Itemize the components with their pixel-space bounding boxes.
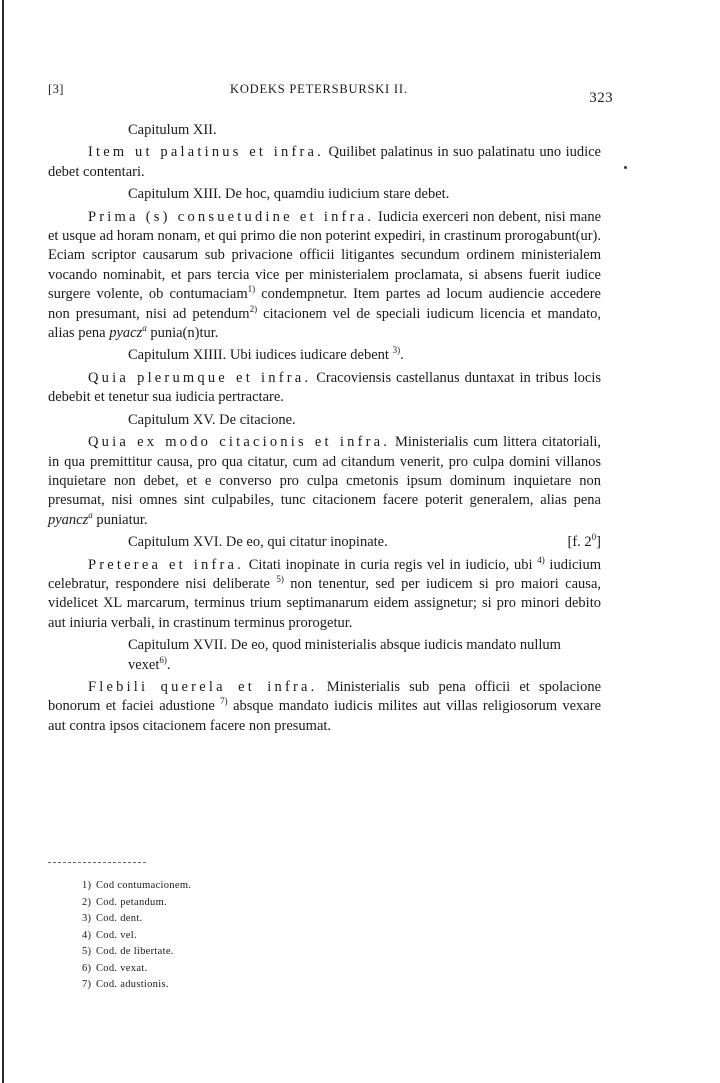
footnote-ref: 2) (249, 303, 258, 314)
incipit: Prima (s) consuetudine et infra. (88, 208, 375, 225)
footnote-ref: 4) (537, 554, 545, 565)
footnote-text: Cod. vel. (96, 929, 137, 941)
footnote (82, 878, 191, 895)
incipit: Quia ex modo citacionis et infra. (88, 434, 391, 451)
chapter-paragraph (48, 556, 601, 634)
footnote-text: Cod. vexat. (96, 962, 148, 974)
vernacular-term: pyacz (109, 325, 143, 342)
paragraph-text: punia(n)tur. (146, 325, 219, 342)
vernacular-sup: a (142, 323, 147, 334)
footnote (82, 928, 191, 945)
footnotes (82, 878, 191, 994)
heading-text: Capitulum XIIII. Ubi iudices iudicare debent (128, 347, 389, 364)
page-header (48, 82, 613, 108)
vernacular-sup: a (88, 509, 93, 520)
footnote-text: Cod contumacionem. (96, 880, 192, 891)
footnote (82, 944, 191, 961)
footnote-number: 4) (82, 929, 92, 941)
footnote-number: 3) (82, 913, 92, 924)
chapter-heading: Capitulum XII. (128, 122, 217, 138)
folio-text: [f. 2 (567, 534, 592, 551)
footnote-number: 1) (82, 880, 92, 891)
footnote-text: Cod. de libertate. (96, 946, 174, 957)
footnote-text: Cod. adustionis. (96, 979, 169, 990)
paragraph-text: Quilibet palatinus in suo palatinatu uno iudice debet contentari. (48, 144, 601, 180)
paragraph-text: absque mandato iudicis milites aut villas religiosorum vexare aut contra ipsos citacionem facere non presumat. (48, 698, 602, 734)
page-number: 323 (589, 90, 613, 106)
footnote-ref: 1) (247, 284, 256, 295)
folio-end: ] (596, 534, 601, 551)
chapter-heading (48, 346, 601, 365)
incipit: Preterea et infra. (88, 556, 244, 573)
heading-end: . (166, 656, 171, 673)
heading-end: . (400, 347, 404, 364)
paragraph-text: non tenentur, sed per iudicem si pro maiori causa, videlicet XL marcarum, terminus trium septimanarum eidem assignetur; si pro minori debito aut iniuria verbali, in crastinum terminus prorogetur. (48, 575, 602, 631)
margin-mark (624, 166, 627, 169)
chapter-paragraph (48, 433, 601, 530)
incipit: Flebili querela et infra. (88, 678, 318, 695)
footnote-ref: 6) (159, 654, 167, 665)
chapter-heading (48, 636, 601, 675)
footnote-number: 7) (82, 979, 92, 990)
footnote-number: 6) (82, 962, 92, 974)
footnote (82, 895, 191, 912)
heading-text: Capitulum XVI. De eo, qui citatur inopinate. (128, 534, 388, 551)
section-signature: [3] (48, 82, 64, 96)
footnote-ref: 7) (220, 696, 228, 707)
paragraph-text: Ministerialis cum littera citatoriali, in qua premittitur causa, pro qua citatur, cum ad citandum venerit, pro culpa domini villanos inquietare non debet, et e converso pro culpa cmetonis ipsum dominum inquietare non presumat, nisi omnes sint culpabiles, tunc citacionem facere poterit generalem, alias pena (48, 434, 602, 509)
paragraph-text: citacionem vel de speciali iudicum licencia et mandato, alias pena (48, 305, 601, 342)
chapter-paragraph (48, 143, 601, 182)
incipit: Quia plerumque et infra. (88, 369, 312, 386)
folio-sup: 0 (591, 532, 597, 543)
paragraph-text: Iudicia exerceri non debent, nisi mane et usque ad horam nonam, et qui primo die non poterint expediri, in crastinum prorogabunt(ur). Eciam scriptor causarum sub privacione officii litigantes secundum ordinem ministerialem vocando nominabit, et pars tercia vice per ministerialem proclamata, si absens fuerit iudice surgere volente, ob contumaciam (48, 208, 601, 303)
paragraph-text: puniatur. (92, 511, 148, 528)
running-title: KODEKS PETERSBURSKI II. (230, 82, 408, 96)
chapter-heading: Capitulum XV. De citacione. (128, 411, 296, 428)
chapter-paragraph (48, 678, 601, 736)
paragraph-text: iudicium celebratur, respondere nisi deliberate (48, 556, 601, 592)
heading-text: Capitulum XVII. De eo, quod ministerialis absque iudicis mandato nullum vexet (128, 637, 561, 673)
page-edge-rule (2, 0, 4, 1083)
chapter-paragraph (48, 208, 601, 344)
footnote-separator (48, 862, 146, 863)
incipit: Item ut palatinus et infra. (88, 144, 324, 161)
chapter-heading (48, 533, 601, 552)
folio-reference (567, 533, 601, 552)
footnote-text: Cod. petandum. (96, 896, 167, 908)
chapter-heading: Capitulum XIII. De hoc, quamdiu iudicium stare debet. (128, 186, 450, 203)
footnote-text: Cod. dent. (96, 913, 143, 924)
paragraph-text: Cracoviensis castellanus duntaxat in tribus locis debebit et tenetur sua iudicia pertractare. (48, 369, 602, 406)
footnote-number: 5) (82, 946, 92, 957)
main-text (48, 118, 601, 736)
paragraph-text: Citati inopinate in curia regis vel in iudicio, ubi (248, 556, 533, 573)
footnote (82, 961, 191, 978)
footnote (82, 911, 191, 928)
vernacular-term: pyancz (48, 511, 89, 528)
paragraph-text: condempnetur. Item partes ad locum audiencie accedere non presumant, nisi ad petendum (48, 286, 601, 322)
footnote-number: 2) (82, 896, 92, 908)
footnote-ref: 3) (392, 345, 401, 356)
chapter-paragraph (48, 369, 601, 408)
footnote-ref: 5) (276, 574, 284, 585)
paragraph-text: Ministerialis sub pena officii et spolacione bonorum et faciei adustione (48, 678, 601, 715)
footnote (82, 977, 191, 994)
